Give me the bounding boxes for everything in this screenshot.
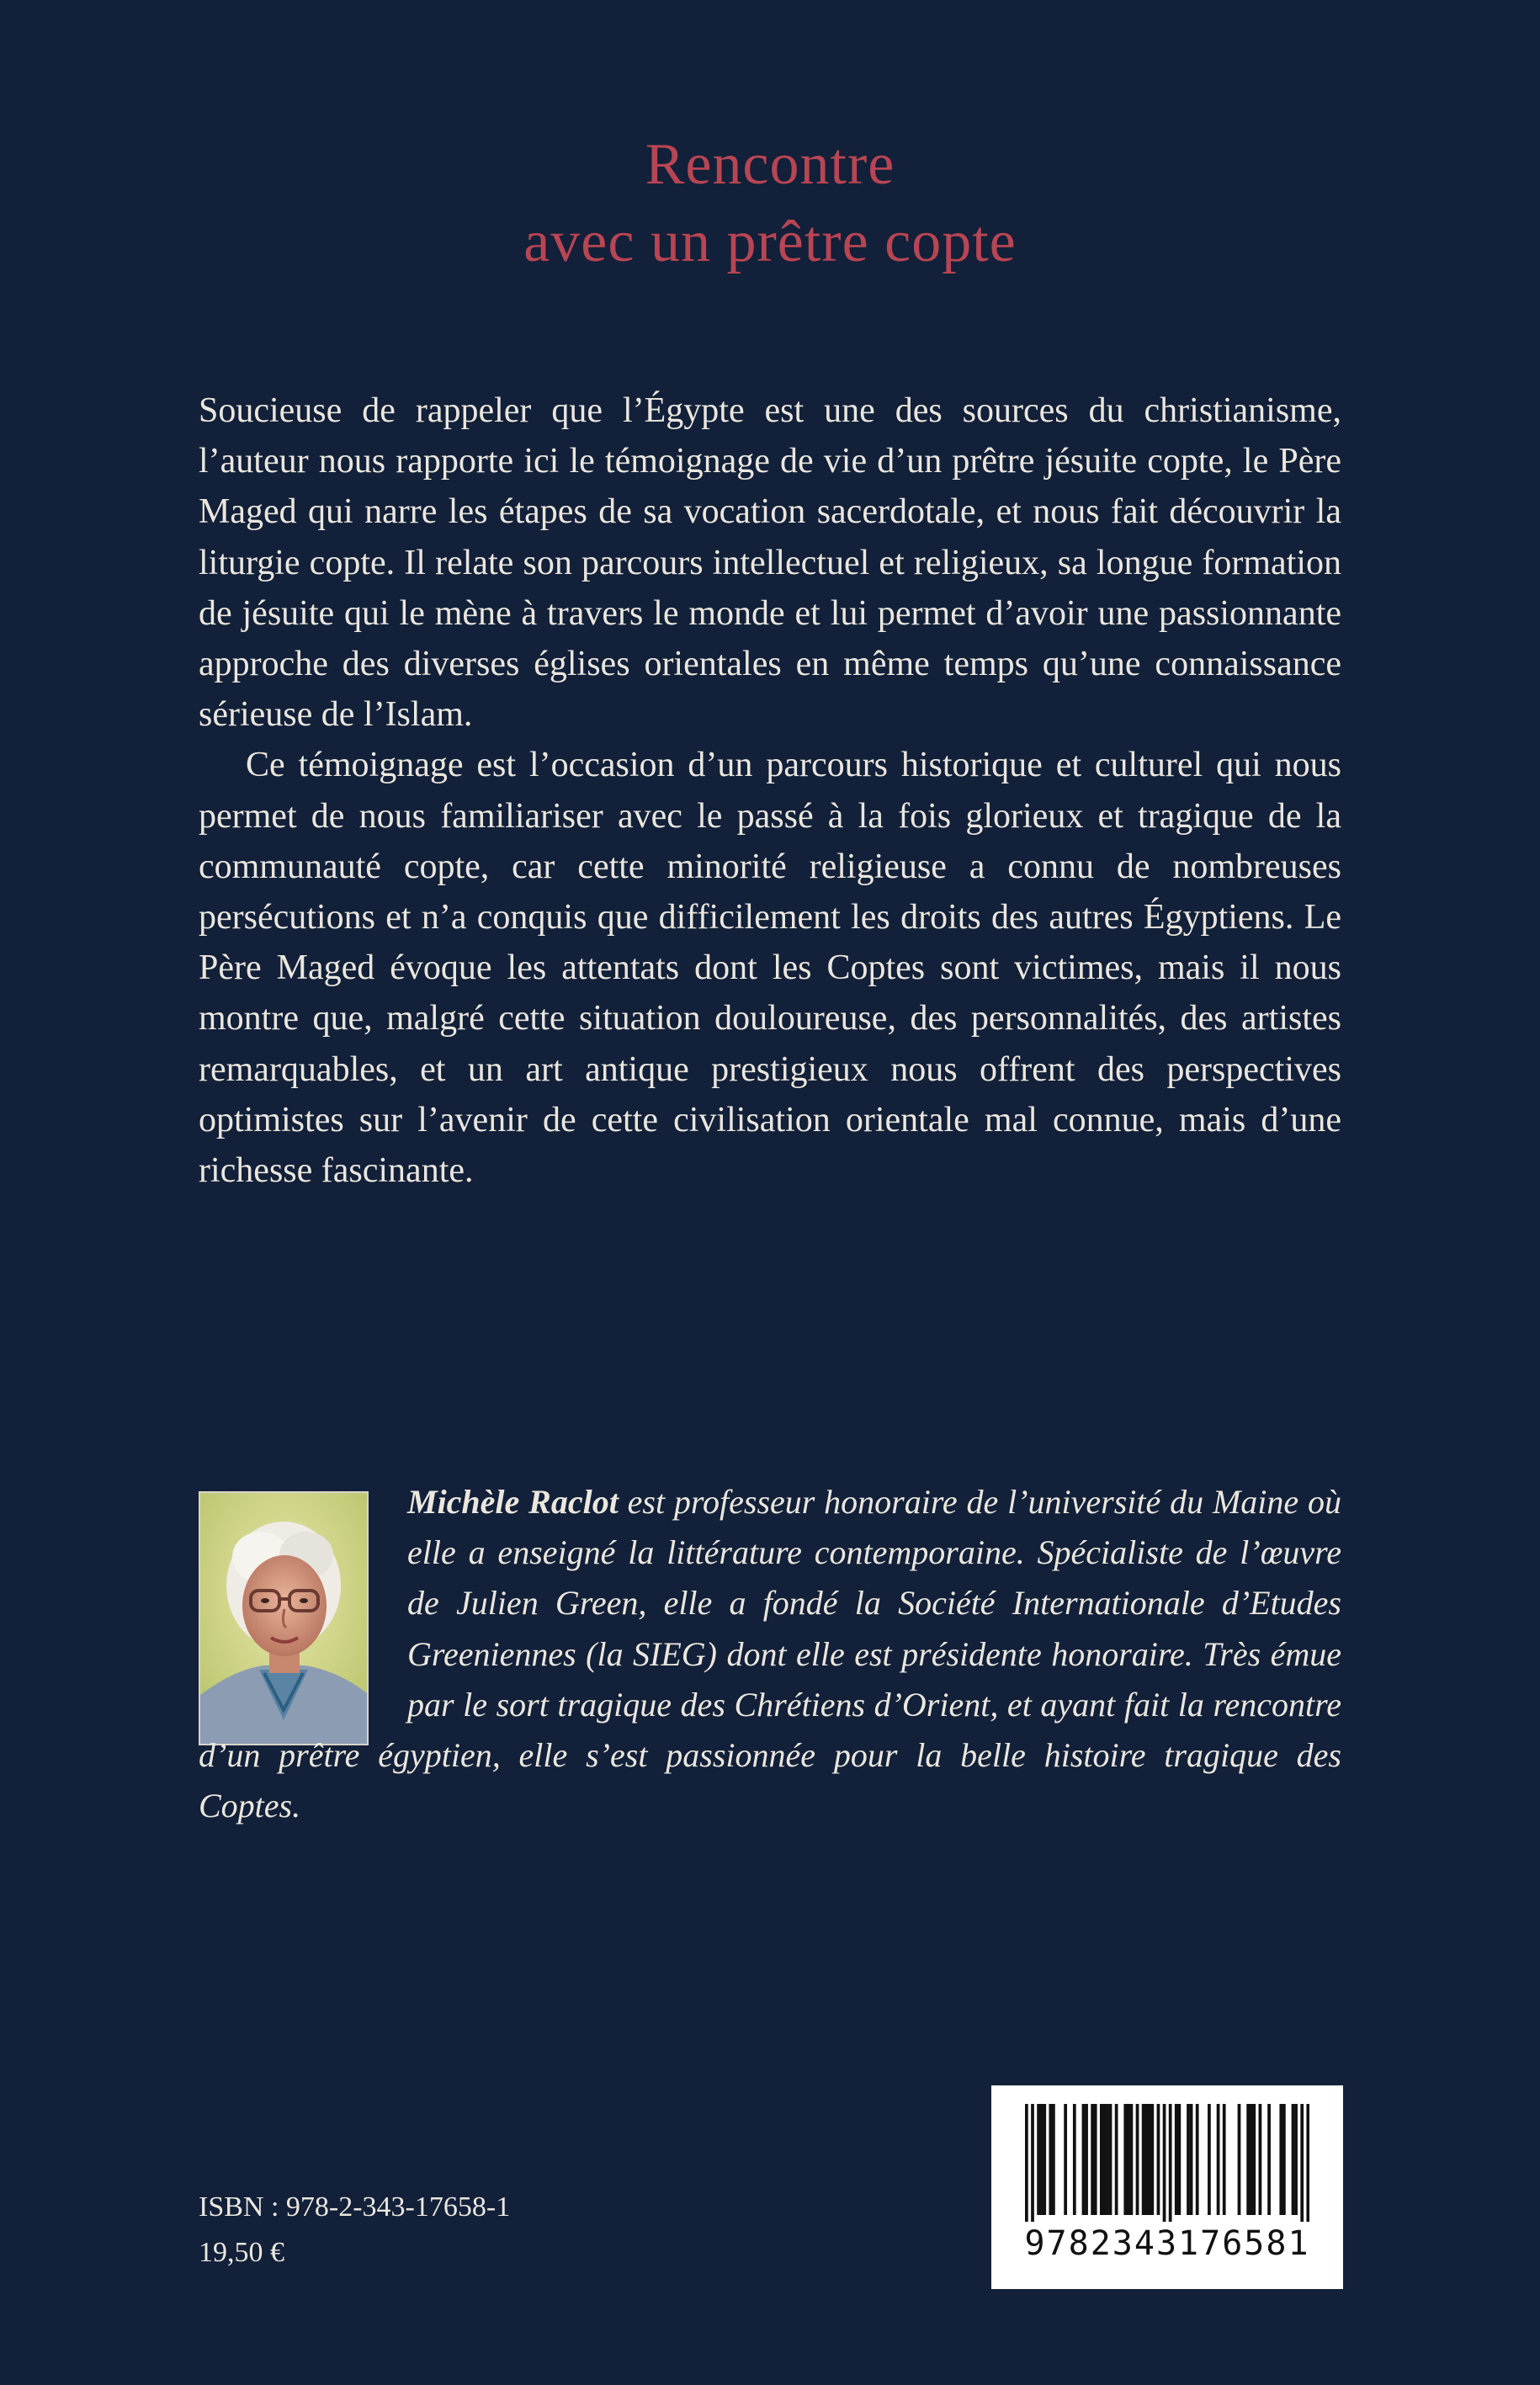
barcode-bar bbox=[1279, 2104, 1282, 2215]
barcode-bar bbox=[1250, 2104, 1253, 2215]
author-name: Michèle Raclot bbox=[407, 1483, 619, 1521]
barcode-bar bbox=[1091, 2104, 1094, 2215]
barcode-bar bbox=[1306, 2104, 1309, 2222]
price-text: 19,50 € bbox=[199, 2237, 284, 2268]
barcode-bar bbox=[1082, 2104, 1086, 2215]
barcode-bar bbox=[1246, 2104, 1250, 2215]
author-bio-text: est professeur honoraire de l’université du Maine où elle a enseigné la littérature contemporaine. Spécialiste de l’œuvre de Julien Green, elle a fondé la Société Internationale d’Etudes Greeniennes (la SIEG) dont elle est présidente honoraire. Très émue par le sort tragique des Chrétiens d’Orient, et ayant fait la rencontre d’un prêtre égyptien, elle s’est passionnée pour la belle histoire tragique des Coptes. bbox=[199, 1483, 1341, 1825]
barcode-bar bbox=[1106, 2104, 1109, 2215]
barcode-bar bbox=[1103, 2104, 1107, 2215]
barcode-bar bbox=[1175, 2104, 1178, 2215]
summary-paragraph-1: Soucieuse de rappeler que l’Égypte est une des sources du christianisme, l’auteur nous rapporte ici le témoignage de vie d’un prêtre jésuite copte, le Père Maged qui narre les étapes de sa vocation sacerdotale, et nous fait découvrir la liturgie copte. Il relate son parcours intellectuel et religieux, sa longue formation de jésuite qui le mène à travers le monde et lui permet d’avoir une passionnante approche des diverses églises orientales en même temps qu’une connaissance sérieuse de l’Islam. bbox=[199, 391, 1341, 735]
barcode-bar bbox=[1144, 2104, 1148, 2215]
barcode-bar bbox=[1136, 2104, 1139, 2215]
barcode-bar bbox=[1238, 2104, 1241, 2215]
barcode-bar bbox=[1109, 2104, 1113, 2215]
barcode-bar bbox=[1049, 2104, 1052, 2215]
barcode-bar bbox=[1043, 2104, 1046, 2215]
barcode-bar bbox=[1157, 2104, 1160, 2215]
barcode-bar bbox=[1040, 2104, 1043, 2215]
barcode-bar bbox=[1208, 2104, 1211, 2215]
barcode-bars bbox=[1025, 2104, 1309, 2222]
barcode-bar bbox=[1100, 2104, 1103, 2215]
photo-spacer bbox=[199, 1477, 407, 1729]
isbn-text: ISBN : 978-2-343-17658-1 bbox=[199, 2191, 511, 2223]
barcode bbox=[991, 2085, 1343, 2289]
summary-paragraph-2: Ce témoignage est l’occasion d’un parcours historique et culturel qui nous permet de nous familiariser avec le passé à la fois glorieux et tragique de la communauté copte, car cette minorité religieuse a connu de nombreuses persécutions et n’a conquis que difficilement les droits des autres Égyptiens. Le Père Maged évoque les attentats dont les Coptes sont victimes, mais il nous montre que, malgré cette situation douloureuse, des personnalités, des artistes remarquables, et un art antique prestigieux nous offrent des perspectives optimistes sur l’avenir de cette civilisation orientale mal connue, mais d’une richesse fascinante. bbox=[199, 746, 1341, 1191]
barcode-bar bbox=[1094, 2104, 1097, 2215]
book-summary bbox=[199, 385, 1341, 1196]
barcode-bar bbox=[1085, 2104, 1088, 2215]
barcode-bar bbox=[1292, 2104, 1295, 2215]
barcode-bar bbox=[1073, 2104, 1076, 2215]
barcode-bar bbox=[1223, 2104, 1226, 2215]
barcode-bar bbox=[1163, 2104, 1166, 2222]
title-line-2: avec un prêtre copte bbox=[523, 210, 1017, 274]
title-line-1: Rencontre bbox=[645, 132, 895, 197]
barcode-bar bbox=[1196, 2104, 1199, 2215]
barcode-bar bbox=[1267, 2104, 1271, 2215]
barcode-bar bbox=[1190, 2104, 1193, 2215]
barcode-bar bbox=[1123, 2104, 1127, 2215]
barcode-digits: 9782343176581 bbox=[1024, 2224, 1310, 2263]
barcode-bar bbox=[1025, 2104, 1028, 2222]
barcode-bar bbox=[1064, 2104, 1067, 2215]
barcode-bar bbox=[1031, 2104, 1034, 2222]
barcode-bar bbox=[1052, 2104, 1055, 2215]
barcode-bar bbox=[1169, 2104, 1172, 2222]
isbn-price-block bbox=[199, 2185, 510, 2276]
author-bio bbox=[199, 1477, 1341, 1831]
book-title bbox=[0, 126, 1540, 281]
barcode-bar bbox=[1252, 2104, 1256, 2215]
barcode-bar bbox=[1300, 2104, 1304, 2222]
barcode-bar bbox=[1148, 2104, 1151, 2215]
barcode-bar bbox=[1115, 2104, 1118, 2215]
barcode-bar bbox=[1127, 2104, 1130, 2215]
barcode-bar bbox=[1259, 2104, 1262, 2215]
barcode-bar bbox=[1130, 2104, 1134, 2215]
barcode-bar bbox=[1187, 2104, 1190, 2215]
barcode-bar bbox=[1217, 2104, 1220, 2215]
barcode-bar bbox=[1037, 2104, 1040, 2215]
barcode-bar bbox=[1142, 2104, 1145, 2215]
barcode-bar bbox=[1177, 2104, 1181, 2215]
barcode-bar bbox=[1282, 2104, 1286, 2215]
barcode-bar bbox=[1294, 2104, 1298, 2215]
barcode-bar bbox=[1150, 2104, 1154, 2215]
